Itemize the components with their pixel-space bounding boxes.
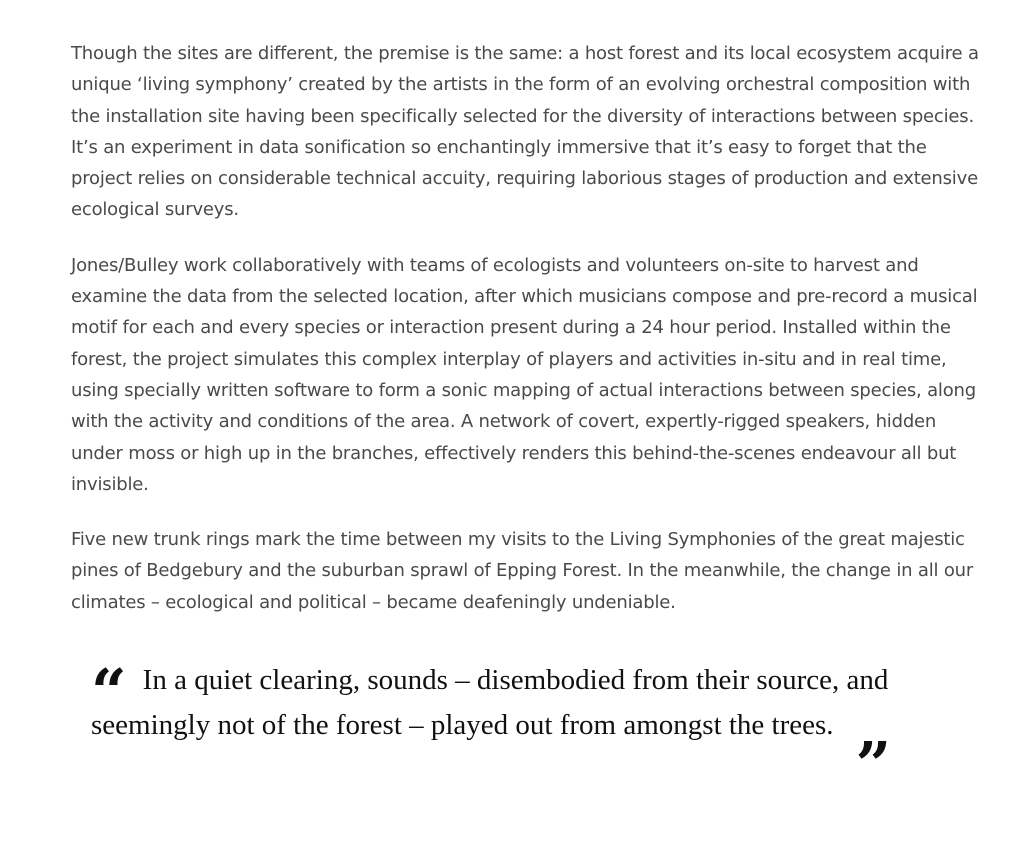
article-paragraph-2: Jones/Bulley work collaboratively with teams of ecologists and volunteers on-site to harvest and examine the data from the selected location, after which musicians compose and pre-record a musical motif for each and every species or interaction present during a 24 hour period. Installed within the forest, the project simulates this complex interplay of players and activities in-situ and in real time, using specially written software to form a sonic mapping of actual interactions between species, along with the activity and conditions of the area. A network of covert, expertly-rigged speakers, hidden under moss or high up in the branches, effectively renders this behind-the-scenes endeavour all but invisible. (71, 254, 978, 495)
article-body (71, 38, 983, 642)
pull-quote-text: In a quiet clearing, sounds – disembodied from their source, and seemingly not of the forest – played out from amongst the trees. (91, 664, 889, 741)
pull-quote: “ In a quiet clearing, sounds – disembodied from their source, and seemingly not of the forest – played out from amongst the trees.” (91, 655, 892, 801)
article-paragraph-3: Five new trunk rings mark the time between my visits to the Living Symphonies of the great majestic pines of Bedgebury and the suburban sprawl of Epping Forest. In the meanwhile, the change in all our climates – ecological and political – became deafeningly undeniable. (71, 529, 974, 613)
article-paragraph-1: Though the sites are different, the premise is the same: a host forest and its local ecosystem acquire a unique ‘living symphony’ created by the artists in the form of an evolving orchestral composition with the installation site having been specifically selected for the diversity of interactions between species. It’s an experiment in data sonification so enchantingly immersive that it’s easy to forget that the project relies on considerable technical accuity, requiring laborious stages of production and extensive ecological surveys. (71, 43, 979, 221)
